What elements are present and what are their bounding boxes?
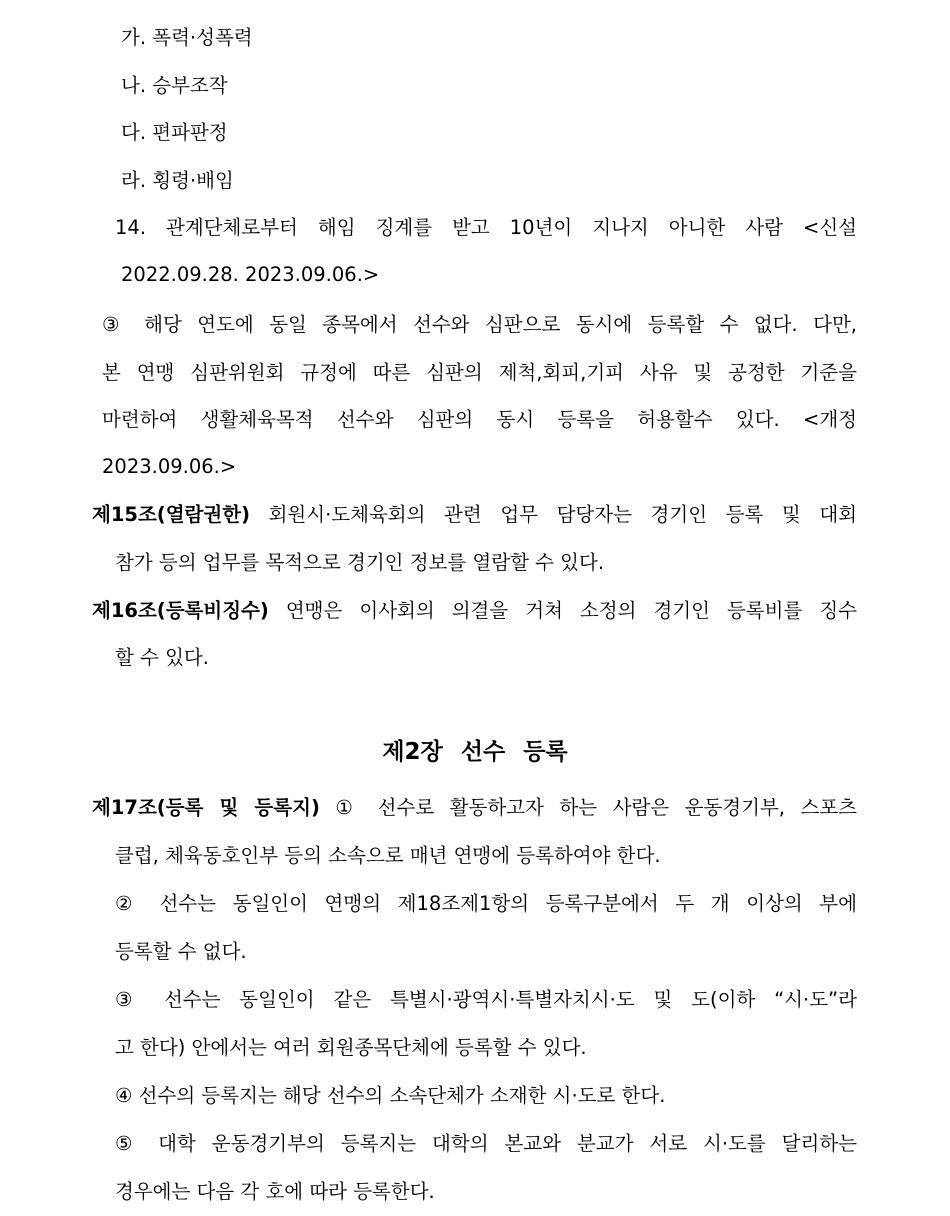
article-17-p2-line-2: 등록할 수 없다. bbox=[115, 940, 247, 963]
article-15-text: 회원시·도체육회의 관련 업무 담당자는 경기인 등록 및 대회 bbox=[268, 503, 857, 526]
article-16-line-1 bbox=[92, 599, 857, 623]
article-17-p4-line-1: ④ 선수의 등록지는 해당 선수의 소속단체가 소재한 시·도로 한다. bbox=[115, 1084, 666, 1107]
article-17-p3-line-1: ③ 선수는 동일인이 같은 특별시·광역시·특별자치시·도 및 도(이하 “시·도”라 bbox=[115, 988, 857, 1011]
para-3-line-3: 마련하여 생활체육목적 선수와 심판의 동시 등록을 허용할수 있다. <개정 bbox=[102, 408, 857, 431]
item-14-line-2: 2022.09.28. 2023.09.06.> bbox=[121, 263, 380, 286]
chapter-heading: 제2장 선수 등록 bbox=[382, 739, 568, 765]
article-17-p1-line-2: 클럽, 체육동호인부 등의 소속으로 매년 연맹에 등록하여야 한다. bbox=[115, 844, 661, 867]
para-3-line-4: 2023.09.06.> bbox=[102, 455, 237, 478]
item-ga: 가. 폭력·성폭력 bbox=[121, 26, 253, 49]
para-3-line-1: ③ 해당 연도에 동일 종목에서 선수와 심판으로 동시에 등록할 수 없다. 다만, bbox=[102, 313, 857, 336]
article-17-p3-line-2: 고 한다) 안에서는 여러 회원종목단체에 등록할 수 있다. bbox=[115, 1036, 587, 1059]
item-na: 나. 승부조작 bbox=[121, 74, 228, 97]
article-15-line-2: 참가 등의 업무를 목적으로 경기인 정보를 열람할 수 있다. bbox=[115, 551, 605, 574]
article-17-p5-line-1: ⑤ 대학 운동경기부의 등록지는 대학의 본교와 분교가 서로 시·도를 달리하는 bbox=[115, 1132, 857, 1155]
article-17-text: ① 선수로 활동하고자 하는 사람은 운동경기부, 스포츠 bbox=[335, 796, 857, 819]
article-15-title: 제15조(열람권한) bbox=[92, 503, 250, 526]
article-17-title: 제17조(등록 및 등록지) bbox=[92, 796, 320, 819]
article-16-line-2: 할 수 있다. bbox=[115, 646, 209, 669]
article-16-text: 연맹은 이사회의 의결을 거쳐 소정의 경기인 등록비를 징수 bbox=[285, 599, 857, 622]
para-3-line-2: 본 연맹 심판위원회 규정에 따른 심판의 제척,회피,기피 사유 및 공정한 기준을 bbox=[102, 361, 857, 384]
item-14-line-1: 14. 관계단체로부터 해임 징계를 받고 10년이 지나지 아니한 사람 <신설 bbox=[115, 216, 857, 239]
article-17-p5-line-2: 경우에는 다음 각 호에 따라 등록한다. bbox=[115, 1180, 435, 1203]
item-ra: 라. 횡령·배임 bbox=[121, 169, 234, 192]
article-16-title: 제16조(등록비징수) bbox=[92, 599, 269, 622]
article-15-line-1 bbox=[92, 503, 857, 527]
article-17-p2-line-1: ② 선수는 동일인이 연맹의 제18조제1항의 등록구분에서 두 개 이상의 부에 bbox=[115, 892, 857, 915]
item-da: 다. 편파판정 bbox=[121, 121, 228, 144]
article-17-line-1 bbox=[92, 796, 857, 820]
